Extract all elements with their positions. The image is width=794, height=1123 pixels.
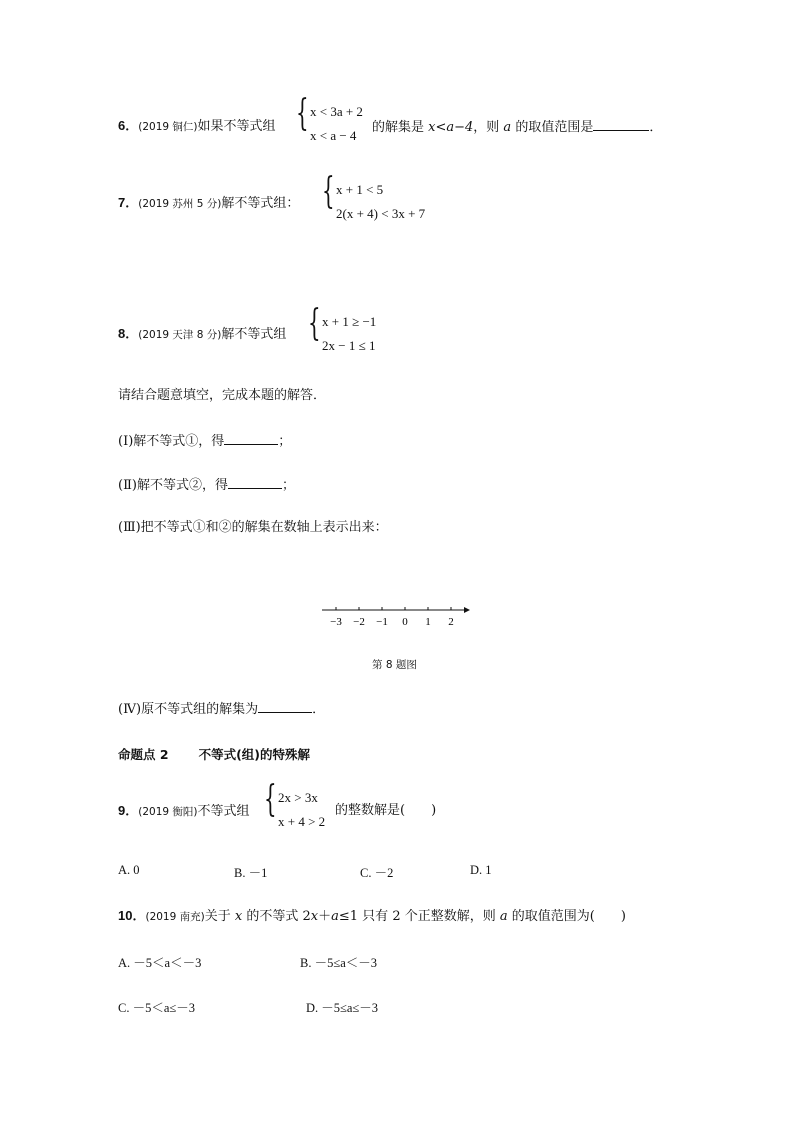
figure-caption: 第 8 题图 [372,659,417,671]
question-source: (2019 铜仁) [138,121,198,133]
question-9 [118,803,250,820]
q8-step-1 [118,432,291,450]
question-source: (2019 南充) [145,911,205,923]
question-text: 解不等式组 [221,327,287,342]
left-brace: { [296,93,309,134]
inequality-1: x + 1 < 5 [336,182,384,197]
inequality-2: 2(x + 4) < 3x + 7 [336,206,426,221]
variable: a [503,120,512,135]
answer-blank[interactable] [224,432,278,445]
question-7 [118,195,299,212]
inequality-system-7 [322,171,462,226]
q8-step-4 [118,700,325,718]
q8-step-2 [118,476,295,494]
section-label: 命题点 2 [118,747,169,762]
condition: x<a−4 [428,120,474,135]
question-text: 如果不等式组 [197,119,276,134]
number-line [318,600,478,632]
section-title: 不等式(组)的特殊解 [198,747,310,762]
answer-blank[interactable] [228,476,282,489]
q10-option-d[interactable]: D. －5≤a≤－3 [306,1001,379,1015]
inequality-1: x < 3a + 2 [310,104,363,119]
tick-label: 0 [402,616,408,628]
tick-label: −2 [353,616,365,628]
step-text: (Ⅱ)解不等式②，得 [118,478,228,493]
step-text: (Ⅳ)原不等式组的解集为 [118,702,259,717]
punctuation: ； [278,434,292,449]
q9-option-a[interactable]: A. 0 [118,863,140,877]
left-brace: { [308,303,321,344]
variable: x [310,909,319,924]
punctuation: ． [649,120,663,135]
variable: a [331,909,339,924]
arrow-head [464,607,470,613]
question-text: 的取值范围是 [511,120,594,135]
q10-option-c[interactable]: C. －5＜a≤－3 [118,1001,195,1015]
variable: a [499,909,508,924]
punctuation: ； [281,478,295,493]
q8-step-3: (Ⅲ)把不等式①和②的解集在数轴上表示出来： [118,520,388,535]
question-number: 9． [118,803,139,818]
q9-option-d[interactable]: D. 1 [470,863,492,877]
variable: x [234,909,243,924]
tick-label: −3 [330,616,342,628]
tick-label: −1 [376,616,388,628]
question-text: ＋ [318,909,332,924]
tick-label: 1 [425,616,431,628]
section-heading [118,745,310,763]
q8-intro: 请结合题意填空，完成本题的解答． [118,388,327,403]
tick-label: 2 [448,616,454,628]
question-9-continued: 的整数解是( ) [335,803,437,818]
question-10 [118,908,626,925]
q9-option-c[interactable]: C. －2 [360,866,394,880]
left-brace: { [264,779,277,820]
q10-option-b[interactable]: B. －5≤a＜－3 [300,956,377,970]
question-text: 的取值范围为( ) [507,909,626,924]
inequality-system-8 [308,303,398,358]
question-source: (2019 衡阳) [138,806,198,818]
question-8 [118,326,286,343]
question-source: (2019 天津 8 分) [138,329,222,341]
question-text: 关于 [204,909,235,924]
q10-option-a[interactable]: A. －5＜a＜－3 [118,956,202,970]
answer-blank[interactable] [593,118,649,131]
question-6-continued [372,118,662,136]
inequality-2: 2x − 1 ≤ 1 [322,338,376,353]
question-number: 7． [118,195,139,210]
question-number: 8． [118,326,139,341]
question-number: 6． [118,118,139,133]
question-text: ，则 [473,120,504,135]
step-text: (Ⅰ)解不等式①，得 [118,434,225,449]
question-number: 10． [118,908,146,923]
question-6 [118,118,276,135]
inequality-system-6 [296,93,376,148]
answer-blank[interactable] [258,700,312,713]
question-source: (2019 苏州 5 分) [138,198,222,210]
question-text: 不等式组 [197,804,250,819]
inequality-system-9 [264,779,344,834]
question-text: 的不等式 2 [242,909,311,924]
question-text: ≤1 只有 2 个正整数解，则 [338,909,500,924]
inequality-1: 2x > 3x [278,790,318,805]
question-text: 的解集是 [372,120,429,135]
left-brace: { [322,171,335,212]
question-text: 解不等式组： [221,196,300,211]
inequality-2: x + 4 > 2 [278,814,326,829]
inequality-2: x < a − 4 [310,128,357,143]
punctuation: ． [312,702,326,717]
inequality-1: x + 1 ≥ −1 [322,314,377,329]
q9-option-b[interactable]: B. －1 [234,866,268,880]
